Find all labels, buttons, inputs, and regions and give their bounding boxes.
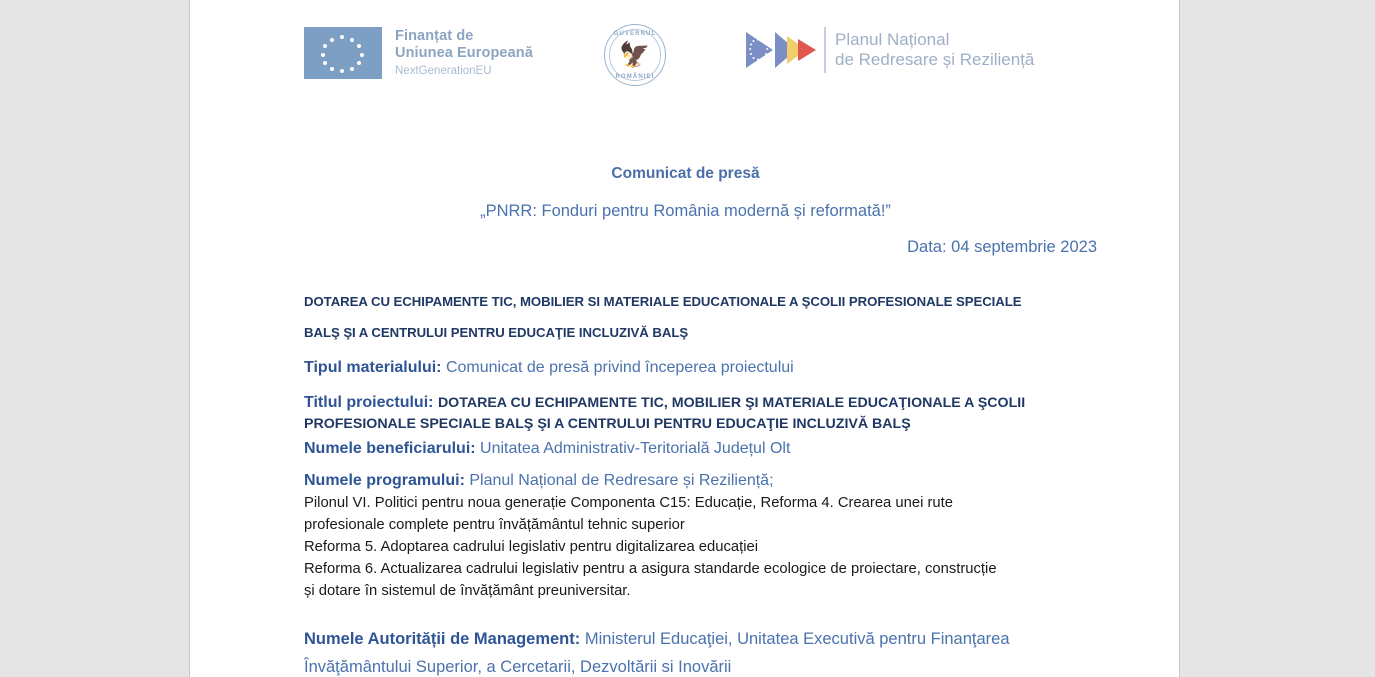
programme-details-line4: Reforma 6. Actualizarea cadrului legislativ pentru a asigura standarde ecologice de proiectare, construcție	[304, 561, 997, 578]
eagle-icon: 🦅	[619, 41, 651, 69]
page-subtitle: „PNRR: Fonduri pentru România modernă și reformată!”	[480, 202, 891, 220]
field-programme-value: Planul Național de Redresare și Reziliență;	[469, 471, 774, 489]
seal-bottom-text: ROMÂNIEI	[615, 74, 655, 80]
pnrr-logo-line2: de Redresare și Reziliență	[835, 50, 1035, 69]
eu-flag-icon	[304, 27, 382, 79]
government-seal-icon	[604, 24, 666, 86]
field-material-type	[304, 357, 1104, 380]
field-programme-label: Numele programului:	[304, 471, 465, 489]
field-project-title-value: DOTAREA CU ECHIPAMENTE TIC, MOBILIER ŞI MATERIALE EDUCAŢIONALE A ŞCOLII PROFESIONALE SPECIALE BALŞ ŞI A CENTRULUI PENTRU EDUCAŢIE INCLUZIVĂ BALŞ	[304, 394, 1026, 432]
pnrr-logo-line1: Planul Național	[835, 29, 950, 49]
eu-logo-line2: Uniunea Europeană	[395, 45, 533, 62]
project-heading-line2: BALŞ ŞI A CENTRULUI PENTRU EDUCAŢIE INCLUZIVĂ BALŞ	[304, 325, 689, 341]
programme-details-line1: Pilonul VI. Politici pentru noua generație Componenta C15: Educație, Reforma 4. Crearea unei rute	[304, 495, 953, 512]
eu-funding-logo	[304, 27, 533, 79]
programme-details-line5: și dotare în sistemul de învățământ preuniversitar.	[304, 582, 631, 599]
field-material-type-label: Tipul materialului:	[304, 359, 442, 377]
programme-details	[304, 493, 1104, 602]
logo-strip	[190, 22, 1180, 102]
field-management-authority	[304, 625, 1104, 677]
project-heading	[304, 286, 1104, 348]
programme-details-line3: Reforma 5. Adoptarea cadrului legislativ pentru digitalizarea educației	[304, 539, 759, 556]
document-body	[304, 286, 1104, 677]
eu-logo-line3: NextGenerationEU	[395, 65, 492, 78]
field-management-authority-label: Numele Autorității de Management:	[304, 629, 581, 648]
pnrr-triangles-icon	[746, 28, 818, 72]
pnrr-divider	[824, 27, 826, 73]
project-heading-line1: DOTAREA CU ECHIPAMENTE TIC, MOBILIER SI MATERIALE EDUCATIONALE A ŞCOLII PROFESIONALE SPECIALE	[304, 294, 1022, 309]
publication-date: Data: 04 septembrie 2023	[907, 238, 1097, 256]
field-material-type-value: Comunicat de presă privind începerea proiectului	[445, 359, 794, 377]
eu-logo-line1: Finanțat de	[395, 28, 474, 44]
field-management-authority-value: Ministerul Educaţiei, Unitatea Executivă pentru Finanţarea Învăţământului Superior, a Cercetarii, Dezvoltării si Inovării	[304, 629, 1010, 677]
field-beneficiary	[304, 438, 1104, 461]
field-project-title	[304, 392, 1104, 434]
document-page	[189, 0, 1180, 677]
field-beneficiary-label: Numele beneficiarului:	[304, 439, 476, 457]
pnrr-logo	[746, 27, 1034, 73]
pnrr-logo-text	[835, 30, 1034, 71]
eu-logo-text	[395, 27, 533, 79]
field-beneficiary-value: Unitatea Administrativ-Teritorială Județul Olt	[480, 439, 791, 457]
seal-top-text: GUVERNUL	[613, 31, 657, 37]
programme-details-line2: profesionale complete pentru învățământul tehnic superior	[304, 517, 685, 534]
page-title: Comunicat de presă	[611, 165, 760, 182]
field-project-title-label: Titlul proiectului:	[304, 393, 434, 411]
field-programme	[304, 470, 1104, 493]
